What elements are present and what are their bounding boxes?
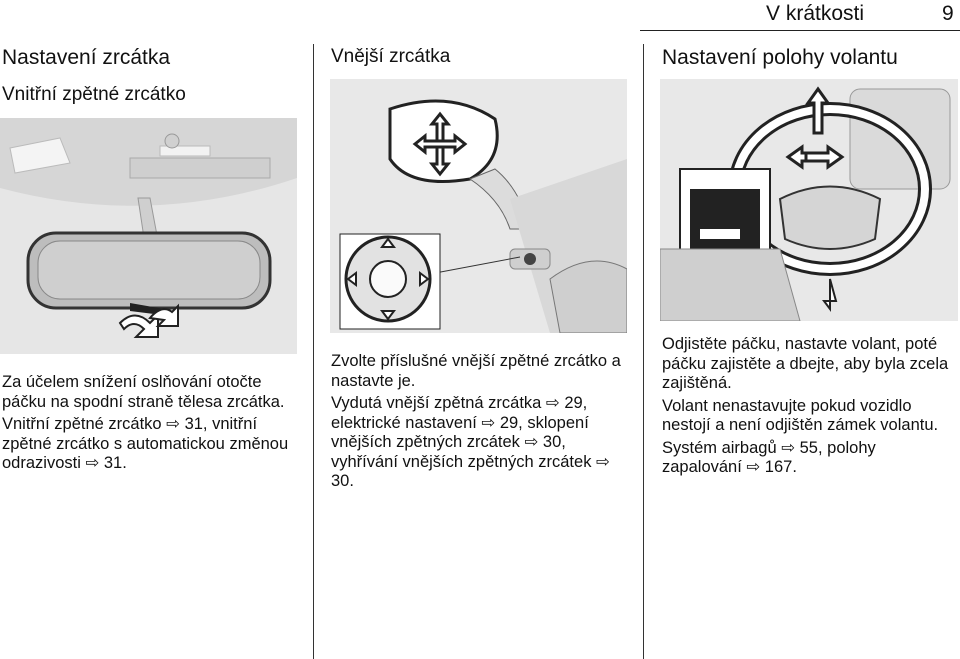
paragraph: Vnitřní zpětné zrcátko ⇨ 31, vnitřní zpětné zrcátko s automatickou změnou odrazivosti ⇨ 31. [2,415,289,472]
left-column-text [2,373,300,474]
header-rule [640,30,960,31]
middle-column-headings [331,46,631,68]
paragraph: Za účelem snížení oslňování otočte páčku na spodní straně tělesa zrcátka. [2,373,285,411]
section-title-mirror-adjustment: Nastavení zrcátka [2,46,171,69]
right-column-headings [662,46,958,70]
exterior-mirror-illustration [330,79,627,333]
column-divider-2 [643,44,644,659]
steering-wheel-illustration [660,79,958,321]
right-column-text [662,335,958,478]
section-title-steering-wheel: Nastavení polohy volantu [662,46,898,69]
rearview-mirror-illustration [0,118,297,354]
running-title: V krátkosti [766,2,865,25]
exterior-mirror-icon [330,79,627,333]
left-column-headings [2,46,302,106]
steering-wheel-icon [660,79,958,321]
paragraph: Zvolte příslušné vnější zpětné zrcátko a nastavte je. [331,352,621,390]
page-number: 9 [942,2,954,25]
column-divider-1 [313,44,314,659]
paragraph: Volant nenastavujte pokud vozidlo nestojí a není odjištěn zámek volantu. [662,396,939,434]
subtitle-interior-mirror: Vnitřní zpětné zrcátko [2,84,186,105]
paragraph: Vydutá vnější zpětná zrcátka ⇨ 29, elektrické nastavení ⇨ 29, sklopení vnějších zpětných zrcátek ⇨ 30, vyhřívání vnějších zpětných zrcátek ⇨ 30. [331,394,610,490]
middle-column-text [331,352,631,492]
paragraph: Systém airbagů ⇨ 55, polohy zapalování ⇨ 167. [662,438,876,476]
paragraph: Odjistěte páčku, nastavte volant, poté páčku zajistěte a dbejte, aby byla zcela zajištěná. [662,335,949,392]
subtitle-exterior-mirrors: Vnější zrcátka [331,46,451,67]
rearview-mirror-icon [0,118,297,354]
